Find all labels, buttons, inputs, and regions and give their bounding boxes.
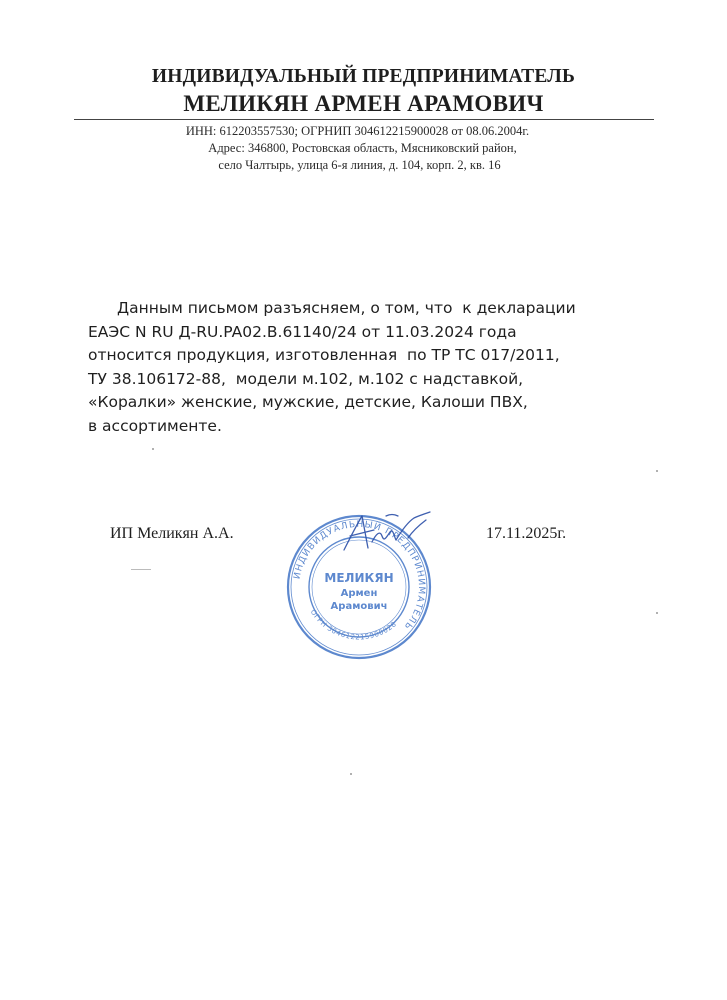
stamp-ring-text: ИНДИВИДУАЛЬНЫЙ ПРЕДПРИНИМАТЕЛЬ [292,519,427,632]
handwritten-signature [336,508,436,558]
body-line: ЕАЭС N RU Д-RU.PA02.B.61140/24 от 11.03.2024 года [88,322,517,341]
body-line: относится продукция, изготовленная по ТР ТС 017/2011, [88,346,560,364]
body-line: в ассортименте. [88,416,222,435]
body-line: «Коралки» женские, мужские, детские, Калоши ПВХ, [88,393,528,411]
letterhead-name: МЕЛИКЯН АРМЕН АРАМОВИЧ [183,91,544,116]
stamp-ogrn-text: ОГРН 304612215900028 [308,608,399,642]
letterhead-address-line-1: Адрес: 346800, Ростовская область, Мясниковский район, [208,141,517,155]
signer-name: ИП Меликян А.А. [110,525,234,542]
body-line: Данным письмом разъясняем, о том, что к декларации [117,299,576,317]
letterhead-divider [74,119,654,120]
letter-date: 17.11.2025г. [486,525,567,542]
scan-speck [152,448,154,450]
letterhead-title: ИНДИВИДУАЛЬНЫЙ ПРЕДПРИНИМАТЕЛЬ [151,66,576,87]
scan-speck [350,773,352,775]
stamp-center-name: Армен [340,588,378,599]
scan-mark [131,569,151,570]
stamp-center-patronymic: Арамович [330,601,388,612]
letter-body [88,297,648,438]
scan-speck [656,612,658,614]
letterhead-registration: ИНН: 612203557530; ОГРНИП 304612215900028 от 08.06.2004г. [185,124,530,138]
body-line: ТУ 38.106172-88, модели м.102, м.102 с надставкой, [88,369,524,388]
stamp-center-surname: МЕЛИКЯН [324,571,394,585]
letterhead-address-line-2: село Чалтырь, улица 6-я линия, д. 104, корп. 2, кв. 16 [218,158,501,172]
scan-speck [656,470,658,472]
